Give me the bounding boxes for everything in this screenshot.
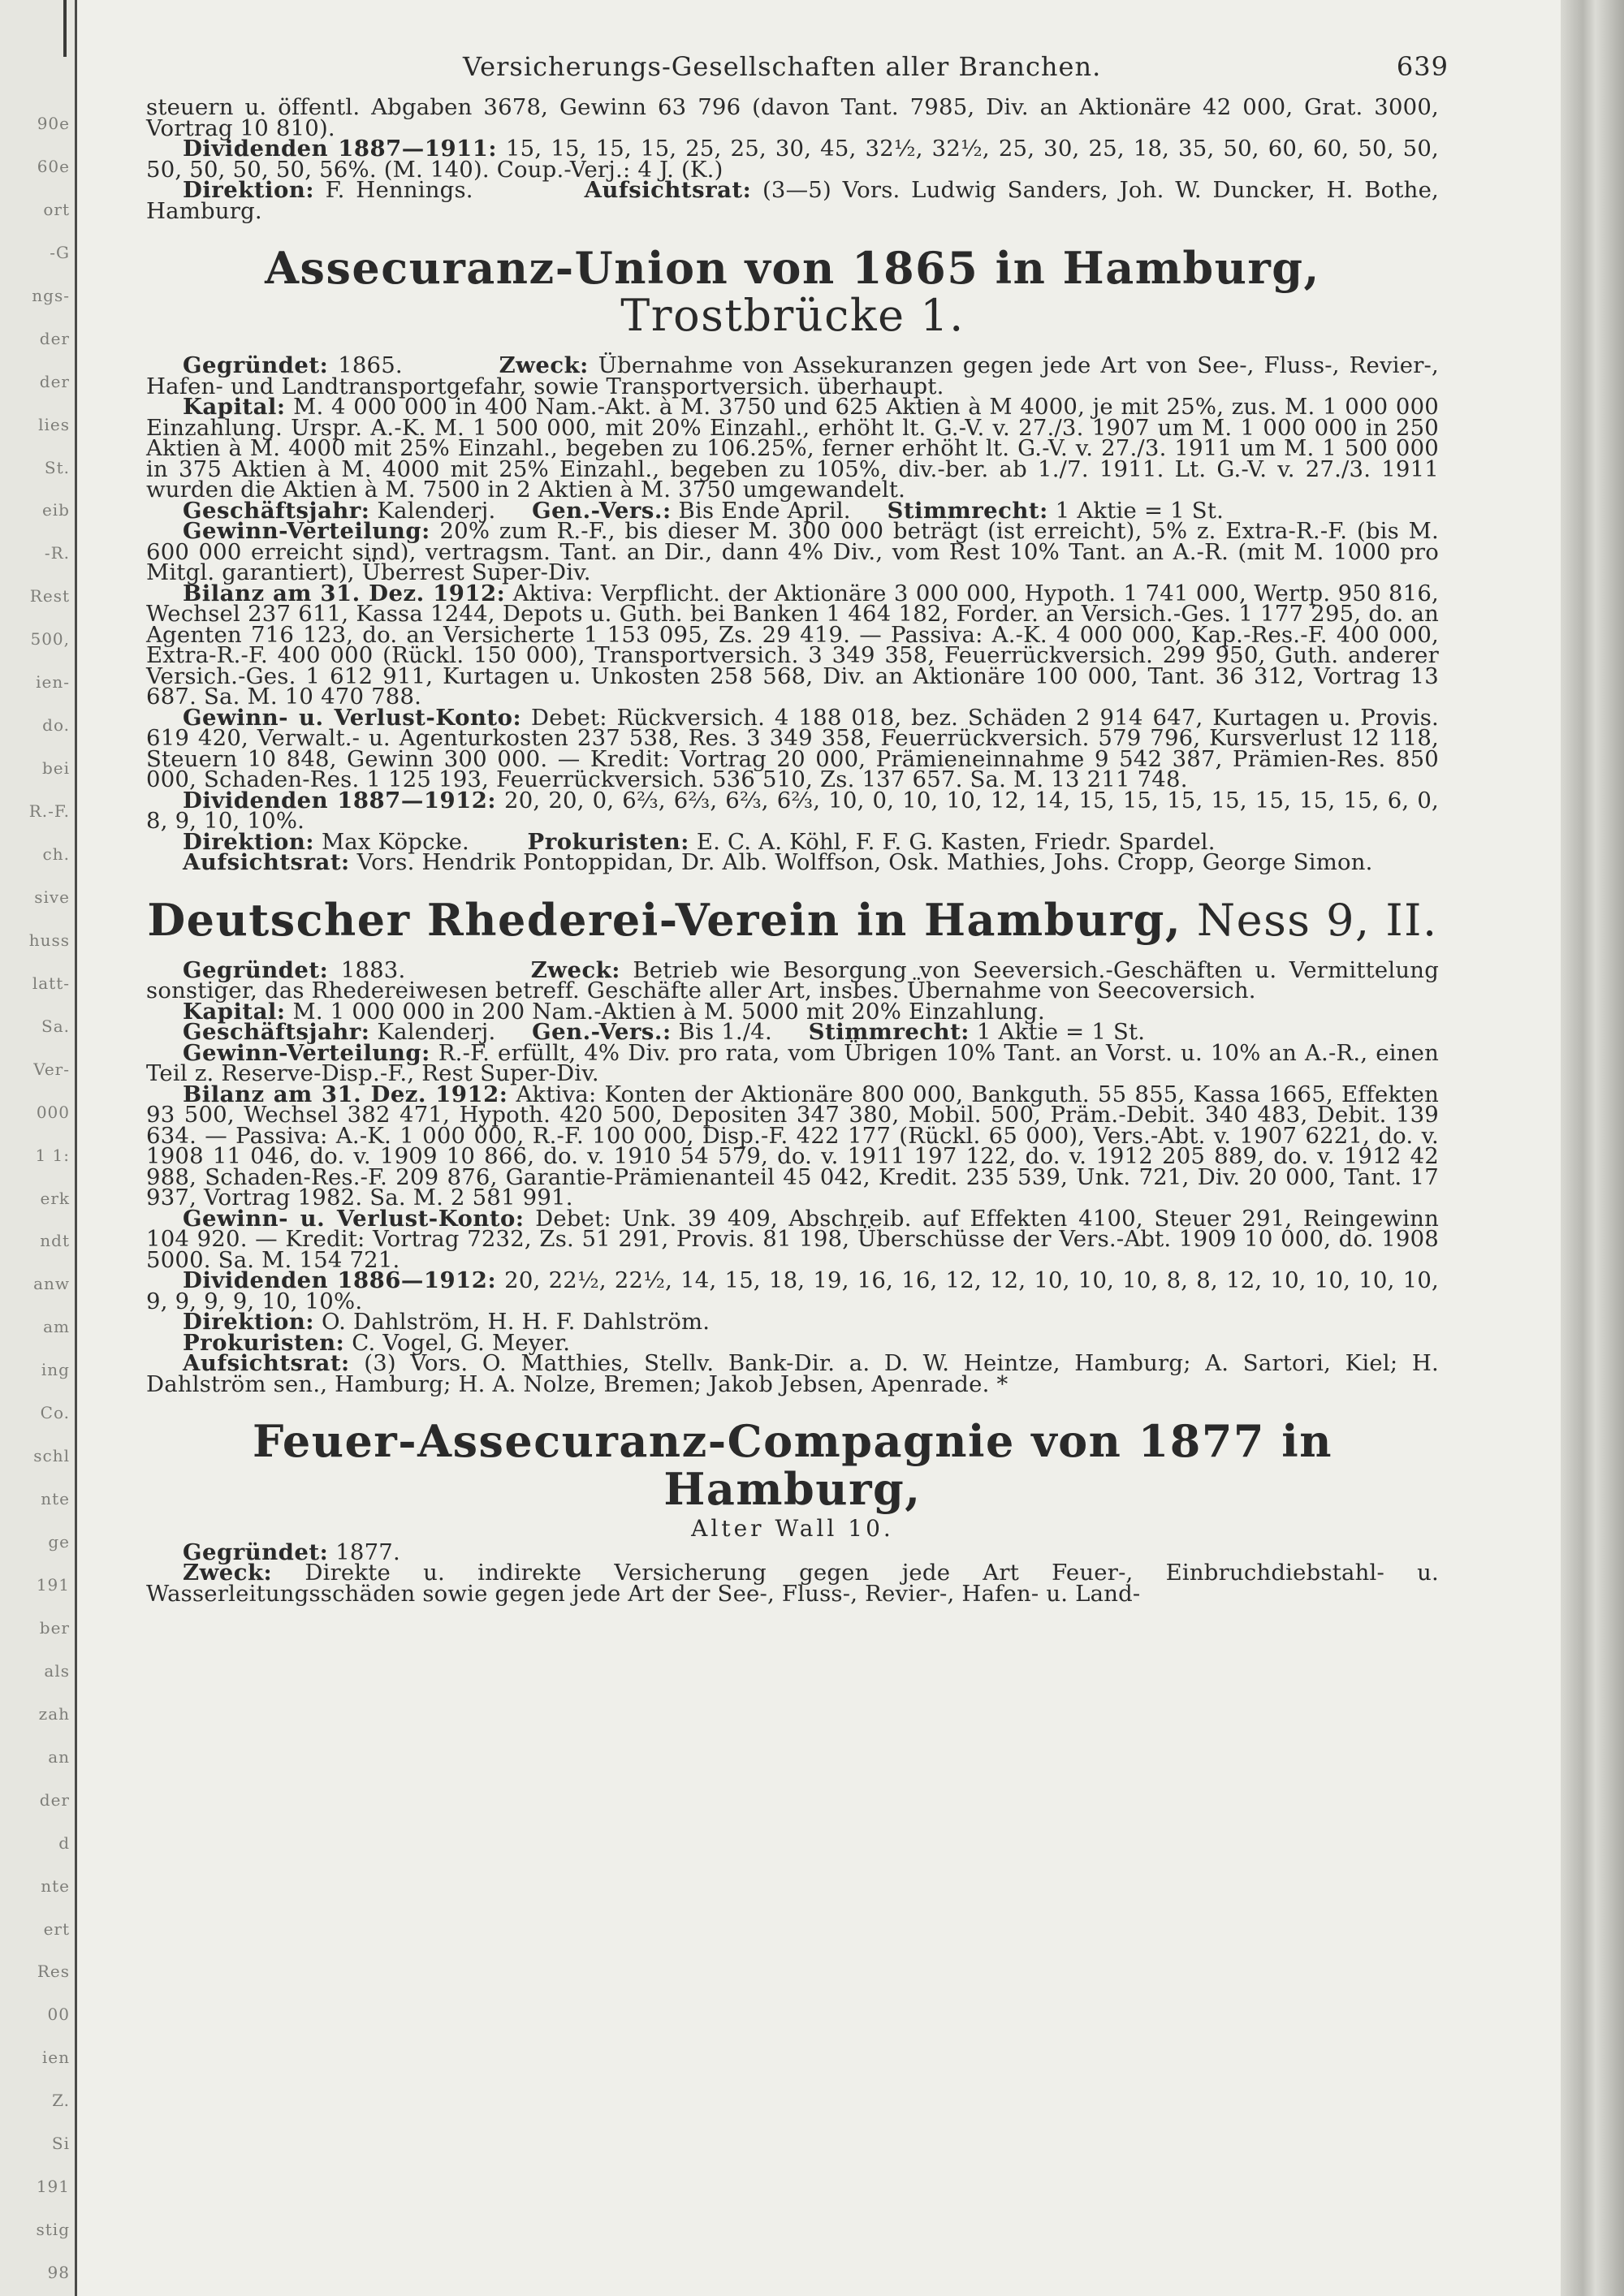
margin-fragment: Si [51, 2134, 70, 2153]
margin-fragment: 60e [37, 157, 70, 176]
intro-text: steuern u. öffentl. Abgaben 3678, Gewinn 63 796 (davon Tant. 7985, Div. an Aktionäre 42 000, Grat. 3000, Vortrag 10 810). [146, 94, 1439, 141]
margin-fragment: der [39, 329, 70, 348]
margin-fragment: bei [41, 758, 70, 778]
section-heading-feuer-assecuranz: Feuer-Assecuranz-Compagnie von 1877 in Hamburg, [252, 1415, 1333, 1515]
margin-fragment: Rest [29, 586, 70, 606]
margin-fragment: 00 [47, 2005, 70, 2024]
margin-fragment: d [58, 1833, 70, 1853]
intro-continuation [146, 94, 1439, 224]
margin-fragment: 191 [36, 1575, 70, 1595]
margin-fragment: latt- [32, 973, 70, 993]
binding-mark [63, 0, 67, 57]
management: Direktion: O. Dahlström, H. H. F. Dahlström. [183, 1309, 710, 1335]
intro-dividends: Dividenden 1887—1911: 15, 15, 15, 15, 25, 25, 30, 45, 32½, 32½, 25, 30, 25, 18, 35, 50, 60, 60, 50, 50, 50, 50, 50, 50, 56%. (M. 140). Coup.-Verj.: 4 J. (K.) [146, 136, 1439, 183]
adjacent-page-strip [0, 0, 77, 2296]
margin-fragment: St. [44, 458, 70, 477]
margin-fragment: Co. [40, 1403, 70, 1422]
margin-fragment: ngs- [32, 286, 70, 305]
margin-fragment: eib [41, 500, 70, 520]
margin-fragment: der [39, 372, 70, 391]
margin-fragment: lies [38, 415, 70, 434]
margin-fragment: Z. [52, 2091, 70, 2110]
margin-fragment: Ver- [33, 1060, 70, 1079]
margin-fragment: ien- [36, 672, 70, 692]
dividends: Dividenden 1887—1912: 20, 20, 0, 6⅔, 6⅔, 6⅔, 6⅔, 10, 0, 10, 10, 12, 14, 15, 15, 15, 15, 15, 15, 15, 6, 0, 8, 9, 10, 10%. [146, 787, 1439, 834]
intro-board: Direktion: F. Hennings. Aufsichtsrat: (3—5) Vors. Ludwig Sanders, Joh. W. Duncker, H. Bothe, Hamburg. [146, 177, 1439, 224]
margin-fragment: -G [50, 243, 70, 262]
margin-fragment: ch. [42, 844, 70, 864]
profit-loss: Gewinn- u. Verlust-Konto: Debet: Rückversich. 4 188 018, bez. Schäden 2 914 647, Kurtagen u. Provis. 619 420, Verwalt.- u. Agenturkosten 237 538, Res. 3 349 358, Feuerrückversich. 579 796, Kursverlust 12 118, Steuern 10 848, Gewinn 300 000. — Kredit: Vortrag 20 000, Prämieneinnahme 9 542 387, Prämien-Res. 850 000, Schaden-Res. 1 125 193, Feuerrückversich. 536 510, Zs. 137 657. Sa. M. 13 211 748. [146, 704, 1439, 792]
running-header [146, 49, 1449, 97]
section-feuer-assecuranz [146, 1539, 1439, 1607]
profit-distribution: Gewinn-Verteilung: R.-F. erfüllt, 4% Div. pro rata, vom Übrigen 10% Tant. an Vorst. u. 10% an A.-R., einen Teil z. Reserve-Disp.-F., Rest Super-Div. [146, 1039, 1439, 1086]
margin-fragment: erk [40, 1189, 70, 1208]
margin-fragment: stig [36, 2220, 70, 2239]
margin-fragment: am [43, 1317, 70, 1336]
margin-fragment: ge [48, 1532, 70, 1552]
section-heading-rhederei-verein: Deutscher Rhederei-Verein in Hamburg, Ness 9, II. [147, 893, 1438, 946]
margin-fragment: nte [41, 1489, 70, 1508]
management: Direktion: Max Köpcke. Prokuristen: E. C. A. Köhl, F. F. G. Kasten, Friedr. Spardel. [183, 828, 1216, 855]
margin-fragment: 1 1: [35, 1146, 70, 1165]
margin-fragment: 191 [36, 2177, 70, 2196]
margin-fragment: R.-F. [28, 801, 70, 821]
section-address: Alter Wall 10. [691, 1515, 894, 1542]
profit-loss: Gewinn- u. Verlust-Konto: Debet: Unk. 39 409, Abschreib. auf Effekten 4100, Steuer 291, Reingewinn 104 920. — Kredit: Vortrag 7232, Zs. 51 291, Provis. 81 198, Überschüsse der Vers.-Abt. 1909 10 000, do. 1908 5000. Sa. M. 154 721. [146, 1205, 1439, 1273]
margin-fragment: der [39, 1790, 70, 1810]
profit-distribution: Gewinn-Verteilung: 20% zum R.-F., bis dieser M. 300 000 beträgt (ist erreicht), 5% z. Extra-R.-F. (bis M. 600 000 erreicht sind), vertragsm. Tant. an Dir., dann 4% Div., vom Rest 10% Tant. an A.-R. (mit M. 1000 pro Mitgl. garantiert), Überrest Super-Div. [146, 518, 1439, 585]
capital: Kapital: M. 4 000 000 in 400 Nam.-Akt. à M. 3750 und 625 Aktien à M 4000, je mit 25%, zus. M. 1 000 000 Einzahlung. Urspr. A.-K. M. 1 500 000, mit 20% Einzahl., erhöht lt. G.-V. v. 27./3. 1907 um M. 1 000 000 in 250 Aktien à M. 4000 mit 25% Einzahl., begeben zu 106.25%, ferner erhöht lt. G.-V. v. 27./3. 1911 um M. 1 500 000 in 375 Aktien à M. 4000 mit 25% Einzahl., begeben zu 105%, div.-ber. ab 1./7. 1911. Lt. G.-V. v. 27./3. 1911 wurden die Aktien à M. 7500 in 2 Aktien à M. 3750 umgewandelt. [146, 394, 1439, 503]
section-heading-assecuranz-union: Assecuranz-Union von 1865 in Hamburg, Trostbrücke 1. [265, 242, 1320, 341]
document-page [146, 49, 1449, 1607]
margin-fragment: -R. [44, 543, 70, 563]
margin-fragment: sive [34, 887, 70, 907]
margin-fragment: ien [41, 2048, 70, 2067]
capital: Kapital: M. 1 000 000 in 200 Nam.-Aktien à M. 5000 mit 20% Einzahlung. [183, 998, 1045, 1025]
margin-fragment: 98 [47, 2263, 70, 2282]
margin-fragment: ndt [40, 1231, 70, 1250]
founding: Gegründet: 1877. [183, 1539, 400, 1565]
margin-fragment: anw [33, 1274, 70, 1293]
header-title: Versicherungs-Gesellschaften aller Branchen. [463, 51, 1102, 82]
balance-sheet: Bilanz am 31. Dez. 1912: Aktiva: Konten der Aktionäre 800 000, Bankguth. 55 855, Kassa 1665, Effekten 93 500, Wechsel 382 471, Hypoth. 420 500, Depositen 347 380, Mobil. 500, Präm.-Debit. 340 483, Debit. 139 634. — Passiva: A.-K. 1 000 000, R.-F. 100 000, Disp.-F. 422 177 (Rückl. 65 000), Vers.-Abt. v. 1907 6221, do. v. 1908 11 046, do. v. 1909 10 866, do. v. 1910 54 579, do. v. 1911 197 122, do. v. 1912 205 889, do. v. 1912 42 988, Schaden-Res.-F. 209 876, Garantie-Prämienanteil 45 042, Kredit. 235 539, Unk. 721, Div. 20 000, Tant. 17 937, Vortrag 1982. Sa. M. 2 581 991. [146, 1081, 1439, 1211]
margin-fragment: ert [43, 1919, 70, 1939]
margin-fragment: nte [41, 1876, 70, 1896]
dividends: Dividenden 1886—1912: 20, 22½, 22½, 14, 15, 18, 19, 16, 16, 12, 12, 10, 10, 10, 8, 8, 12, 10, 10, 10, 10, 9, 9, 9, 9, 10, 10%. [146, 1267, 1439, 1314]
supervisory-board: Aufsichtsrat: Vors. Hendrik Pontoppidan, Dr. Alb. Wolffson, Osk. Mathies, Johs. Cropp, George Simon. [183, 849, 1373, 875]
margin-fragment: Res [37, 1962, 70, 1981]
margin-fragment: an [48, 1747, 70, 1767]
margin-fragment: schl [33, 1446, 70, 1465]
section-assecuranz-union [146, 352, 1439, 875]
page-edge [1561, 0, 1624, 2296]
margin-fragment: ber [39, 1618, 70, 1638]
supervisory-board: Aufsichtsrat: (3) Vors. O. Matthies, Stellv. Bank-Dir. a. D. W. Heintze, Hamburg; A. Sartori, Kiel; H. Dahlström sen., Hamburg; H. A. Nolze, Bremen; Jakob Jebsen, Apenrade. * [146, 1350, 1439, 1397]
purpose: Zweck: Direkte u. indirekte Versicherung gegen jede Art Feuer-, Einbruchdiebstahl- u. Wasserleitungsschäden sowie gegen jede Art der See-, Fluss-, Revier-, Hafen- u. Land- [146, 1560, 1439, 1607]
authorized-officers: Prokuristen: C. Vogel, G. Meyer. [183, 1329, 571, 1356]
margin-fragment: huss [28, 930, 70, 950]
margin-fragment: zah [38, 1704, 70, 1724]
margin-fragment: 90e [37, 114, 70, 133]
margin-fragment: 000 [36, 1103, 70, 1122]
margin-fragment: als [44, 1661, 70, 1681]
margin-fragment: Sa. [41, 1016, 70, 1036]
founding-and-purpose: Gegründet: 1883. Zweck: Betrieb wie Besorgung von Seeversich.-Geschäften u. Vermittelung sonstiger, das Rhedereiwesen betreff. Geschäfte aller Art, insbes. Übernahme von Seecoversich. [146, 956, 1439, 1003]
page-number: 639 [1396, 51, 1449, 82]
founding-and-purpose: Gegründet: 1865. Zweck: Übernahme von Assekuranzen gegen jede Art von See-, Fluss-, Revier-, Hafen- und Landtransportgefahr, sowie Transportversich. überhaupt. [146, 352, 1439, 399]
section-rhederei-verein [146, 956, 1439, 1397]
fiscal-year: Geschäftsjahr: Kalenderj. Gen.-Vers.: Bis Ende April. Stimmrecht: 1 Aktie = 1 St. [183, 497, 1224, 524]
margin-fragment: ort [43, 200, 70, 219]
margin-fragment: 500, [30, 629, 70, 649]
margin-fragment: do. [42, 715, 70, 735]
fiscal-year: Geschäftsjahr: Kalenderj. Gen.-Vers.: Bis 1./4. Stimmrecht: 1 Aktie = 1 St. [183, 1019, 1146, 1045]
margin-fragment: ing [41, 1360, 70, 1379]
balance-sheet: Bilanz am 31. Dez. 1912: Aktiva: Verpflicht. der Aktionäre 3 000 000, Hypoth. 1 741 000, Wertp. 950 816, Wechsel 237 611, Kassa 1244, Depots u. Guth. bei Banken 1 464 182, Forder. an Versich.-Ges. 1 177 295, do. an Agenten 716 123, do. an Versicherte 1 153 095, Zs. 29 419. — Passiva: A.-K. 4 000 000, Kap.-Res.-F. 400 000, Extra-R.-F. 400 000 (Rückl. 150 000), Transportversich. 3 349 358, Feuerrückversich. 299 950, Guth. anderer Versich.-Ges. 1 612 911, Kurtagen u. Unkosten 258 568, Div. an Aktionäre 100 000, Tant. 36 312, Vortrag 13 687. Sa. M. 10 470 788. [146, 580, 1439, 710]
